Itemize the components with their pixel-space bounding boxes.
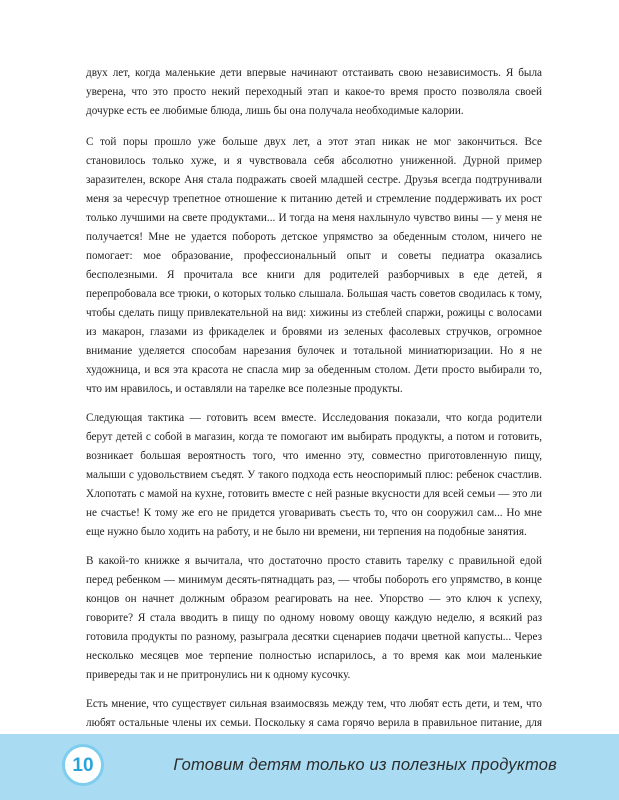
- paragraph-1: двух лет, когда маленькие дети впервые начинают отстаивать свою независимость. Я была уверена, что это просто некий переходный этап и какое-то время просто позволяла своей дочурке есть ее любимые блюда, лишь бы она получала необходимые калории.: [86, 67, 542, 117]
- paragraph-4: В какой-то книжке я вычитала, что достаточно просто ставить тарелку с правильной едой перед ребенком — минимум десять-пятнадцать раз, — чтобы побороть его упрямство, в конце концов он начнет должным образом реагировать на нее. Упорство — это ключ к успеху, говорите? Я стала вводить в пищу по одному новому овощу каждую неделю, я всякий раз готовила продукты по разному, разыграла десятки сценариев подачи цветной капусты... Через несколько месяцев мое терпение полностью испарилось, а то время как мои маленькие привереды так и не притронулись ни к одному кусочку.: [86, 555, 542, 681]
- page-body: [86, 64, 542, 762]
- page-footer: [0, 734, 619, 800]
- paragraph-3: Следующая тактика — готовить всем вместе. Исследования показали, что когда родители берут детей с собой в магазин, когда те помогают им выбирать продукты, а потом и готовить, возникает большая вероятность того, что именно эту, совместно приготовленную пищу, малыши с удовольствием съедят. У такого подхода есть неоспоримый плюс: ребенок счастлив. Хлопотать с мамой на кухне, готовить вместе с ней разные вкусности для всей семьи — это ли не счастье! К тому же его не придется уговаривать съесть то, что он сооружил сам... Но мне еще нужно было ходить на работу, и не было ни времени, ни терпения на подобные занятия.: [86, 412, 542, 538]
- running-title: Готовим детям только из полезных продуктов: [173, 756, 557, 774]
- page-number-badge: 10: [62, 744, 104, 786]
- paragraph-2: С той поры прошло уже больше двух лет, а этот этап никак не мог закончиться. Все становилось только хуже, и я чувствовала себя абсолютно униженной. Дурной пример заразителен, вскоре Аня стала подражать своей младшей сестре. Друзья всегда подтрунивали меня за чересчур трепетное отношение к питанию детей и стремление поддерживать их рост только лучшими на свете продуктами... И тогда на меня нахлынуло чувство вины — у меня не получается! Мне не удается побороть детское упрямство за обеденным столом, ничего не помогает: мое образование, профессиональный опыт и советы педиатра оказались бесполезными. Я прочитала все книги для родителей разборчивых в еде детей, я перепробовала все трюки, о которых только слышала. Большая часть советов сводилась к тому, чтобы сделать пищу привлекательной на вид: хижины из стеблей спаржи, рожицы с волосами из макарон, глазами из фрикаделек и бровями из зеленых фасолевых стручков, огромное внимание уделяется способам нарезания булочек и тотальной миниатюризации. Но я не художница, и вся эта красота не спасла мир за обеденным столом. Дети просто выбирали то, что им нравилось, и оставляли на тарелке все полезные продукты.: [86, 136, 542, 395]
- paragraph-5: Есть мнение, что существует сильная взаимосвязь между тем, что любят есть дети, и тем, что любят остальные члены их семьи. Поскольку я сама горячо верила в правильное питание, для: [86, 698, 542, 729]
